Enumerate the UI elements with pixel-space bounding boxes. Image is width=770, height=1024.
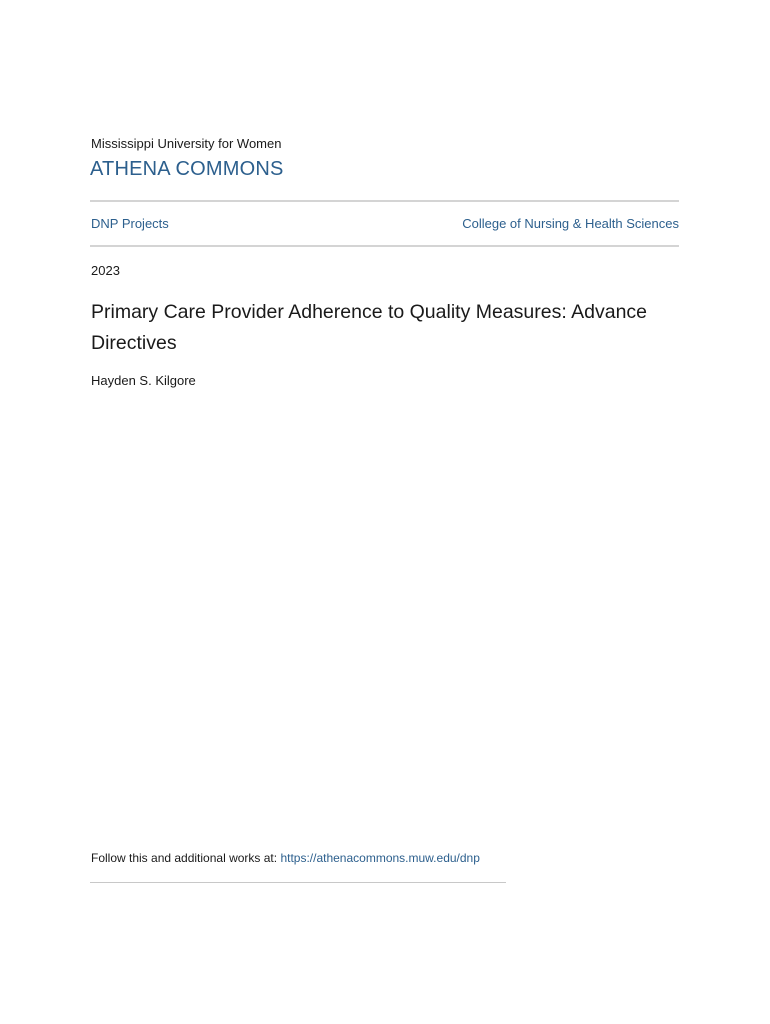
institution-name: Mississippi University for Women <box>91 136 282 151</box>
publication-year: 2023 <box>91 263 120 278</box>
follow-text: Follow this and additional works at: <box>91 851 281 865</box>
college-link[interactable]: College of Nursing & Health Sciences <box>462 216 679 231</box>
follow-line <box>91 851 480 865</box>
top-divider <box>90 200 679 202</box>
footer-divider <box>90 882 506 883</box>
collection-link[interactable]: DNP Projects <box>91 216 169 231</box>
author-name: Hayden S. Kilgore <box>91 373 196 388</box>
middle-divider <box>90 245 679 247</box>
follow-link[interactable]: https://athenacommons.muw.edu/dnp <box>280 851 480 865</box>
repository-logo-link[interactable]: ATHENA COMMONS <box>90 158 284 180</box>
document-title: Primary Care Provider Adherence to Quality Measures: Advance Directives <box>91 301 648 354</box>
